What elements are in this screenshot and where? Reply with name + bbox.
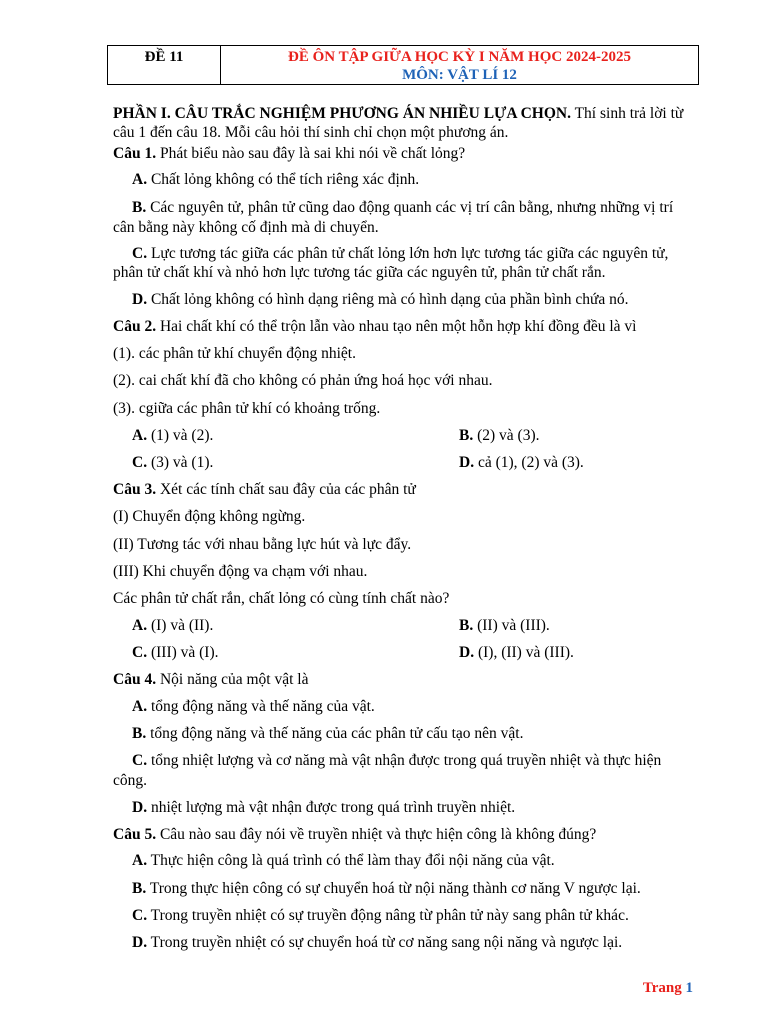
question-3 xyxy=(113,481,416,499)
question-5-label: Câu 5. xyxy=(113,826,157,843)
q3-statement-1: (I) Chuyển động không ngừng. xyxy=(113,508,306,525)
q1-option-c: C. Lực tương tác giữa các phân tử chất lỏng lớn hơn lực tương tác giữa các nguyên tử, xyxy=(132,245,669,262)
question-2 xyxy=(113,318,637,336)
q3-option-c: C. (III) và (I). xyxy=(132,644,219,661)
exam-header-table xyxy=(107,45,699,85)
q5-option-b: B. Trong thực hiện công có sự chuyển hoá từ nội năng thành cơ năng V ngược lại. xyxy=(132,880,641,897)
part1-instruction-2: câu 1 đến câu 18. Mỗi câu hỏi thí sinh chỉ chọn một phương án. xyxy=(113,124,509,141)
q3-question: Các phân tử chất rắn, chất lỏng có cùng tính chất nào? xyxy=(113,590,450,607)
q1-option-b: B. Các nguyên tử, phân tử cũng dao động quanh các vị trí cân bằng, nhưng những vị trí xyxy=(132,199,674,216)
q4-option-d: D. nhiệt lượng mà vật nhận được trong quá trình truyền nhiệt. xyxy=(132,799,516,816)
question-3-label: Câu 3. xyxy=(113,481,157,498)
question-5 xyxy=(113,826,596,844)
q3-statement-2: (II) Tương tác với nhau bằng lực hút và lực đẩy. xyxy=(113,536,412,553)
question-4 xyxy=(113,671,308,689)
page-label: Trang xyxy=(642,980,682,996)
q2-option-c: C. (3) và (1). xyxy=(132,454,214,471)
q1-option-a: A. Chất lỏng không có thể tích riêng xác định. xyxy=(132,171,420,188)
q1-option-d: D. Chất lỏng không có hình dạng riêng mà có hình dạng của phần bình chứa nó. xyxy=(132,291,629,308)
q2-option-a: A. (1) và (2). xyxy=(132,427,214,444)
exam-subject: MÔN: VẬT LÍ 12 xyxy=(402,67,517,83)
q2-statement-2: (2). cai chất khí đã cho không có phản ứng hoá học với nhau. xyxy=(113,372,493,389)
q5-option-c: C. Trong truyền nhiệt có sự truyền động nâng từ phân tử này sang phân tử khác. xyxy=(132,907,629,924)
part1-heading: PHẦN I. CÂU TRẮC NGHIỆM PHƯƠNG ÁN NHIỀU LỰA CHỌN. xyxy=(113,105,571,122)
question-2-label: Câu 2. xyxy=(113,318,157,335)
q5-option-a: A. Thực hiện công là quá trình có thể làm thay đổi nội năng của vật. xyxy=(132,852,555,869)
question-4-label: Câu 4. xyxy=(113,671,157,688)
exam-title: ĐỀ ÔN TẬP GIỮA HỌC KỲ I NĂM HỌC 2024-2025 xyxy=(288,49,631,65)
page-footer xyxy=(643,980,693,997)
question-2-text: Hai chất khí có thể trộn lẫn vào nhau tạo nên một hỗn hợp khí đồng đều là vì xyxy=(156,318,637,335)
q3-option-a: A. (I) và (II). xyxy=(132,617,214,634)
q1-option-c-cont: phân tử chất khí và nhỏ hơn lực tương tác giữa các nguyên tử, phân tử chất rắn. xyxy=(113,264,606,281)
q4-option-c-cont: công. xyxy=(113,772,148,789)
q4-option-b: B. tổng động năng và thế năng của các phân tử cấu tạo nên vật. xyxy=(132,725,524,742)
q3-option-b: B. (II) và (III). xyxy=(459,617,550,634)
q3-option-d: D. (I), (II) và (III). xyxy=(459,644,574,661)
exam-title-cell xyxy=(221,46,699,85)
q2-statement-3: (3). cgiữa các phân tử khí có khoảng trống. xyxy=(113,400,381,417)
part1-instruction-1: Thí sinh trả lời từ xyxy=(570,105,684,122)
q2-option-b: B. (2) và (3). xyxy=(459,427,540,444)
q2-option-d: D. cả (1), (2) và (3). xyxy=(459,454,584,471)
q1-option-b-cont: cân bằng này không cố định mà di chuyển. xyxy=(113,219,379,236)
q3-statement-3: (III) Khi chuyển động va chạm với nhau. xyxy=(113,563,368,580)
page-number: 1 xyxy=(685,980,693,996)
q4-option-c: C. tổng nhiệt lượng và cơ năng mà vật nhận được trong quá truyền nhiệt và thực hiện xyxy=(132,752,662,769)
part1-heading-line xyxy=(113,105,683,123)
q4-option-a: A. tổng động năng và thế năng của vật. xyxy=(132,698,375,715)
question-1 xyxy=(113,145,465,163)
q2-statement-1: (1). các phân tử khí chuyển động nhiệt. xyxy=(113,345,356,362)
question-1-text: Phát biểu nào sau đây là sai khi nói về chất lỏng? xyxy=(156,145,466,162)
question-3-text: Xét các tính chất sau đây của các phân tử xyxy=(156,481,416,498)
exam-code: ĐỀ 11 xyxy=(108,46,221,85)
question-1-label: Câu 1. xyxy=(113,145,157,162)
q5-option-d: D. Trong truyền nhiệt có sự chuyển hoá từ cơ năng sang nội năng và ngược lại. xyxy=(132,934,623,951)
question-4-text: Nội năng của một vật là xyxy=(156,671,309,688)
question-5-text: Câu nào sau đây nói về truyền nhiệt và thực hiện công là không đúng? xyxy=(156,826,597,843)
